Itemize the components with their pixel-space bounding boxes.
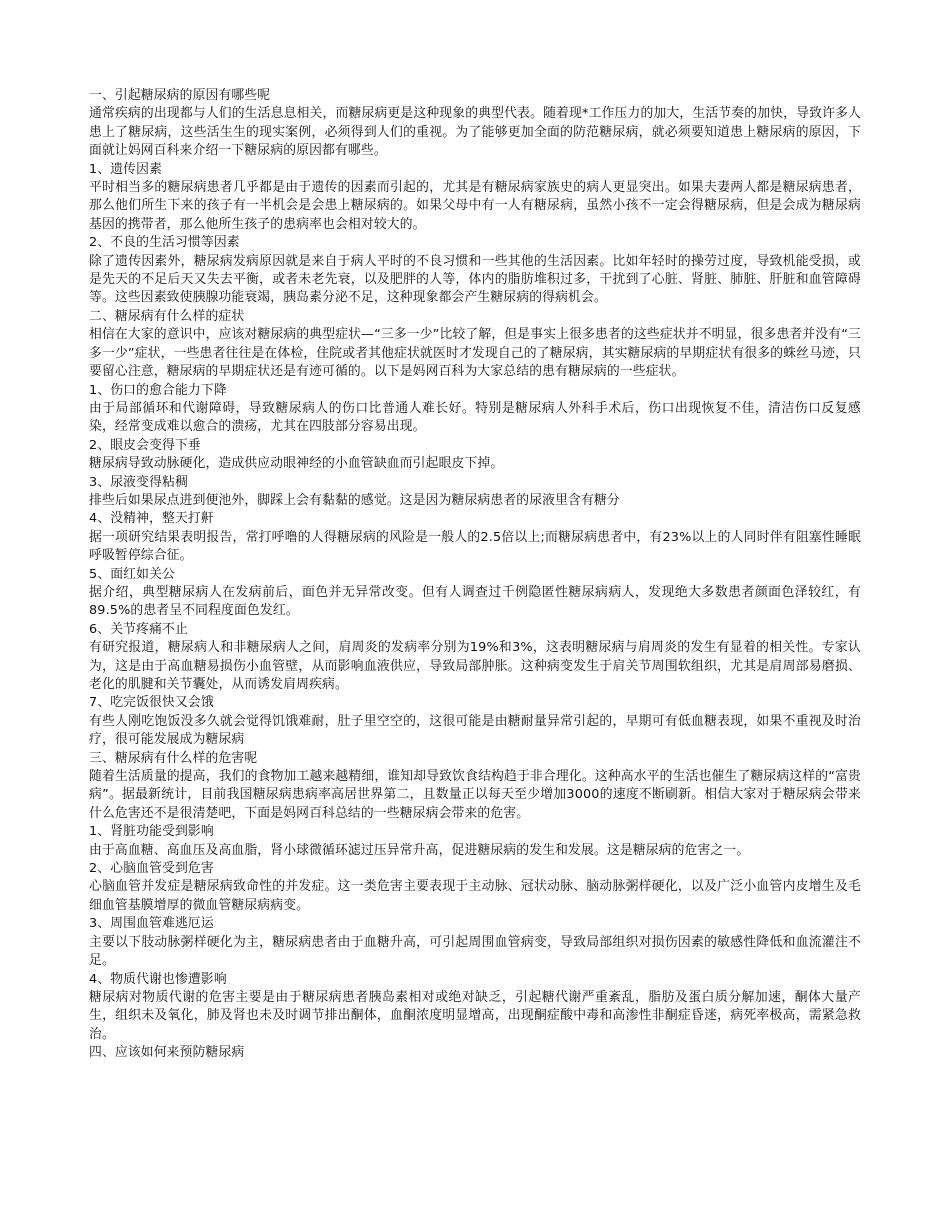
paragraph: 据一项研究结果表明报告，常打呼噜的人得糖尿病的风险是一般人的2.5倍以上;而糖尿病患者中，有23%以上的人同时伴有阻塞性睡眠呼吸暂停综合征。: [89, 529, 861, 564]
subsection-heading: 2、心脑血管受到危害: [89, 861, 214, 877]
paragraph: 由于局部循环和代谢障碍，导致糖尿病人的伤口比普通人难长好。特别是糖尿病人外科手术后，伤口出现恢复不佳，清洁伤口反复感染，经常变成难以愈合的溃疡，尤其在四肢部分容易出现。: [89, 400, 861, 435]
subsection-heading: 2、眼皮会变得下垂: [89, 437, 201, 453]
paragraph: 由于高血糖、高血压及高血脂，肾小球微循环滤过压异常升高，促进糖尿病的发生和发展。这是糖尿病的危害之一。: [89, 842, 750, 858]
section-heading: 四、应该如何来预防糖尿病: [89, 1045, 245, 1061]
paragraph: 糖尿病导致动脉硬化，造成供应动眼神经的小血管缺血而引起眼皮下掉。: [89, 456, 504, 472]
subsection-heading: 4、物质代谢也惨遭影响: [89, 971, 227, 987]
subsection-heading: 3、周围血管难逃厄运: [89, 916, 214, 932]
subsection-heading: 6、关节疼痛不止: [89, 621, 188, 637]
paragraph: 通常疾病的出现都与人们的生活息息相关，而糖尿病更是这种现象的典型代表。随着现*工作压力的加大，生活节奏的加快，导致许多人患上了糖尿病，这些活生生的现实案例，必须得到人们的重视。为了能够更加全面的防范糖尿病，就必须要知道患上糖尿病的原因，下面就让妈网百科来介绍一下糖尿病的原因都有哪些。: [89, 106, 861, 159]
paragraph: 有些人刚吃饱饭没多久就会觉得饥饿难耐，肚子里空空的，这很可能是由糖耐量异常引起的，早期可有低血糖表现，如果不重视及时治疗，很可能发展成为糖尿病: [89, 713, 861, 748]
document-body: [89, 87, 861, 1063]
subsection-heading: 3、尿液变得粘稠: [89, 474, 188, 490]
paragraph: 主要以下肢动脉粥样硬化为主，糖尿病患者由于血糖升高，可引起周围血管病变，导致局部组织对损伤因素的敏感性降低和血流灌注不足。: [89, 934, 861, 969]
paragraph: 有研究报道，糖尿病人和非糖尿病人之间，肩周炎的发病率分别为19%和3%，这表明糖尿病与肩周炎的发生有显着的相关性。专家认为，这是由于高血糖易损伤小血管壁，从而影响血液供应，导致局部肿胀。这种病变发生于肩关节周围软组织，尤其是肩周部易磨损、老化的肌腱和关节囊处，从而诱发肩周疾病。: [89, 640, 861, 692]
paragraph: 排些后如果尿点进到便池外，脚踩上会有黏黏的感觉。这是因为糖尿病患者的尿液里含有糖分: [89, 492, 620, 508]
subsection-heading: 1、遗传因素: [89, 161, 163, 177]
paragraph: 除了遗传因素外，糖尿病发病原因就是来自于病人平时的不良习惯和一些其他的生活因素。比如年轻时的操劳过度，导致机能受损，或是先天的不足后天又失去平衡，或者未老先衰，以及肥胖的人等，体内的脂肪堆积过多，干扰到了心脏、肾脏、肺脏、肝脏和血管障碍等。这些因素致使胰腺功能衰竭，胰岛素分泌不足，这种现象都会产生糖尿病的得病机会。: [89, 253, 861, 306]
subsection-heading: 5、面红如关公: [89, 566, 175, 582]
section-heading: 三、糖尿病有什么样的危害呢: [89, 750, 258, 766]
subsection-heading: 1、伤口的愈合能力下降: [89, 382, 227, 398]
paragraph: 糖尿病对物质代谢的危害主要是由于糖尿病患者胰岛素相对或绝对缺乏，引起糖代谢严重紊乱，脂肪及蛋白质分解加速，酮体大量产生，组织未及氧化，肺及肾也未及时调节排出酮体，血酮浓度明显增高，出现酮症酸中毒和高渗性非酮症昏迷，病死率极高，需紧急救治。: [89, 989, 861, 1042]
paragraph: 相信在大家的意识中，应该对糖尿病的典型症状—“三多一少”比较了解，但是事实上很多患者的这些症状并不明显，很多患者并没有“三多一少”症状，一些患者往往是在体检，住院或者其他症状就医时才发现自己的了糖尿病，其实糖尿病的早期症状有很多的蛛丝马迹，只要留心注意，糖尿病的早期症状还是有迹可循的。以下是妈网百科为大家总结的患有糖尿病的一些症状。: [89, 327, 861, 380]
subsection-heading: 2、不良的生活习惯等因素: [89, 235, 240, 251]
subsection-heading: 4、没精神，整天打鼾: [89, 511, 214, 527]
section-heading: 二、糖尿病有什么样的症状: [89, 308, 245, 324]
section-heading: 一、引起糖尿病的原因有哪些呢: [89, 88, 271, 103]
paragraph: 随着生活质量的提高，我们的食物加工越来越精细，谁知却导致饮食结构趋于非合理化。这种高水平的生活也催生了糖尿病这样的“富贵病”。据最新统计，目前我国糖尿病患病率高居世界第二，且数量正以每天至少增加3000的速度不断刷新。相信大家对于糖尿病会带来什么危害还不是很清楚吧，下面是妈网百科总结的一些糖尿病会带来的危害。: [89, 769, 861, 821]
subsection-heading: 7、吃完饭很快又会饿: [89, 695, 214, 711]
paragraph: 据介绍，典型糖尿病人在发病前后，面色并无异常改变。但有人调查过千例隐匿性糖尿病病人，发现绝大多数患者颜面色泽较红，有89.5%的患者呈不同程度面色发红。: [89, 584, 861, 619]
paragraph: 心脑血管并发症是糖尿病致命性的并发症。这一类危害主要表现于主动脉、冠状动脉、脑动脉粥样硬化，以及广泛小血管内皮增生及毛细血管基膜增厚的微血管糖尿病病变。: [89, 879, 861, 913]
paragraph: 平时相当多的糖尿病患者几乎都是由于遗传的因素而引起的，尤其是有糖尿病家族史的病人更显突出。如果夫妻两人都是糖尿病患者，那么他们所生下来的孩子有一半机会是会患上糖尿病的。如果父母中有一人有糖尿病，虽然小孩不一定会得糖尿病，但是会成为糖尿病基因的携带者，那么他所生孩子的患病率也会相对较大的。: [89, 180, 861, 232]
subsection-heading: 1、肾脏功能受到影响: [89, 824, 214, 840]
